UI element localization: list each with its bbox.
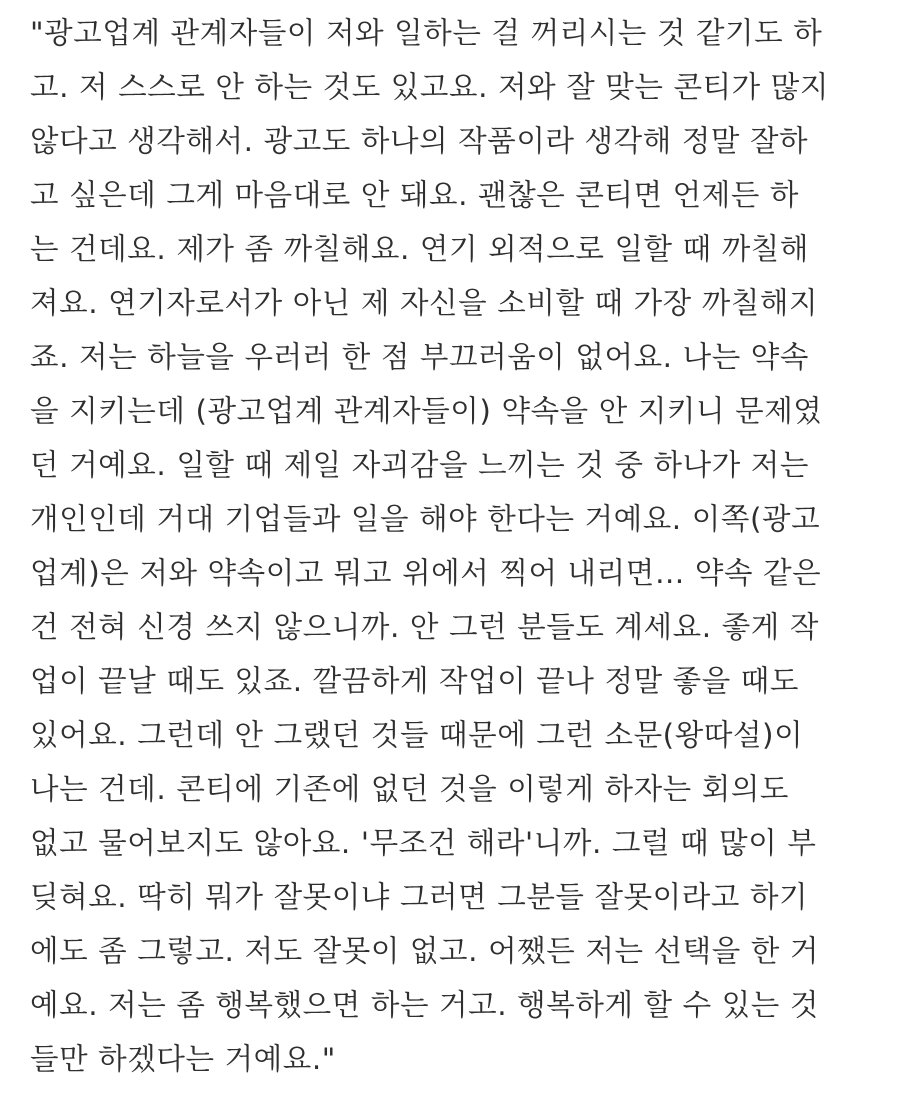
quote-line: 고. 저 스스로 안 하는 것도 있고요. 저와 잘 맞는 콘티가 많지: [30, 70, 829, 104]
quote-line: 죠. 저는 하늘을 우러러 한 점 부끄러움이 없어요. 나는 약속: [30, 340, 809, 374]
quote-line: 업이 끝날 때도 있죠. 깔끔하게 작업이 끝나 정말 좋을 때도: [30, 664, 800, 698]
quote-line: 있어요. 그런데 안 그랬던 것들 때문에 그런 소문(왕따설)이: [30, 718, 804, 752]
quote-line: 딪혀요. 딱히 뭐가 잘못이냐 그러면 그분들 잘못이라고 하기: [30, 880, 809, 914]
quote-line: 는 건데요. 제가 좀 까칠해요. 연기 외적으로 일할 때 까칠해: [30, 232, 809, 266]
quote-line: 없고 물어보지도 않아요. '무조건 해라'니까. 그럴 때 많이 부: [30, 826, 817, 860]
quote-line: 들만 하겠다는 거예요.": [30, 1042, 336, 1076]
quote-line: 예요. 저는 좀 행복했으면 하는 거고. 행복하게 할 수 있는 것: [30, 988, 819, 1022]
quote-line: 업계)은 저와 약속이고 뭐고 위에서 찍어 내리면… 약속 같은: [30, 556, 822, 590]
quote-line: 을 지키는데 (광고업계 관계자들이) 약속을 안 지키니 문제였: [30, 394, 823, 428]
quote-line: 던 거예요. 일할 때 제일 자괴감을 느끼는 것 중 하나가 저는: [30, 448, 809, 482]
quote-line: 나는 건데. 콘티에 기존에 없던 것을 이렇게 하자는 회의도: [30, 772, 790, 806]
quote-line: 건 전혀 신경 쓰지 않으니까. 안 그런 분들도 계세요. 좋게 작: [30, 610, 819, 644]
quote-line: 개인인데 거대 기업들과 일을 해야 한다는 거예요. 이쪽(광고: [30, 502, 821, 536]
quote-line: 에도 좀 그렇고. 저도 잘못이 없고. 어쨌든 저는 선택을 한 거: [30, 934, 819, 968]
quote-line: "광고업계 관계자들이 저와 일하는 걸 꺼리시는 것 같기도 하: [30, 16, 823, 50]
quote-text-block: [30, 6, 880, 1086]
quote-line: 않다고 생각해서. 광고도 하나의 작품이라 생각해 정말 잘하: [30, 124, 809, 158]
quote-line: 고 싶은데 그게 마음대로 안 돼요. 괜찮은 콘티면 언제든 하: [30, 178, 800, 212]
quote-line: 져요. 연기자로서가 아닌 제 자신을 소비할 때 가장 까칠해지: [30, 286, 819, 320]
